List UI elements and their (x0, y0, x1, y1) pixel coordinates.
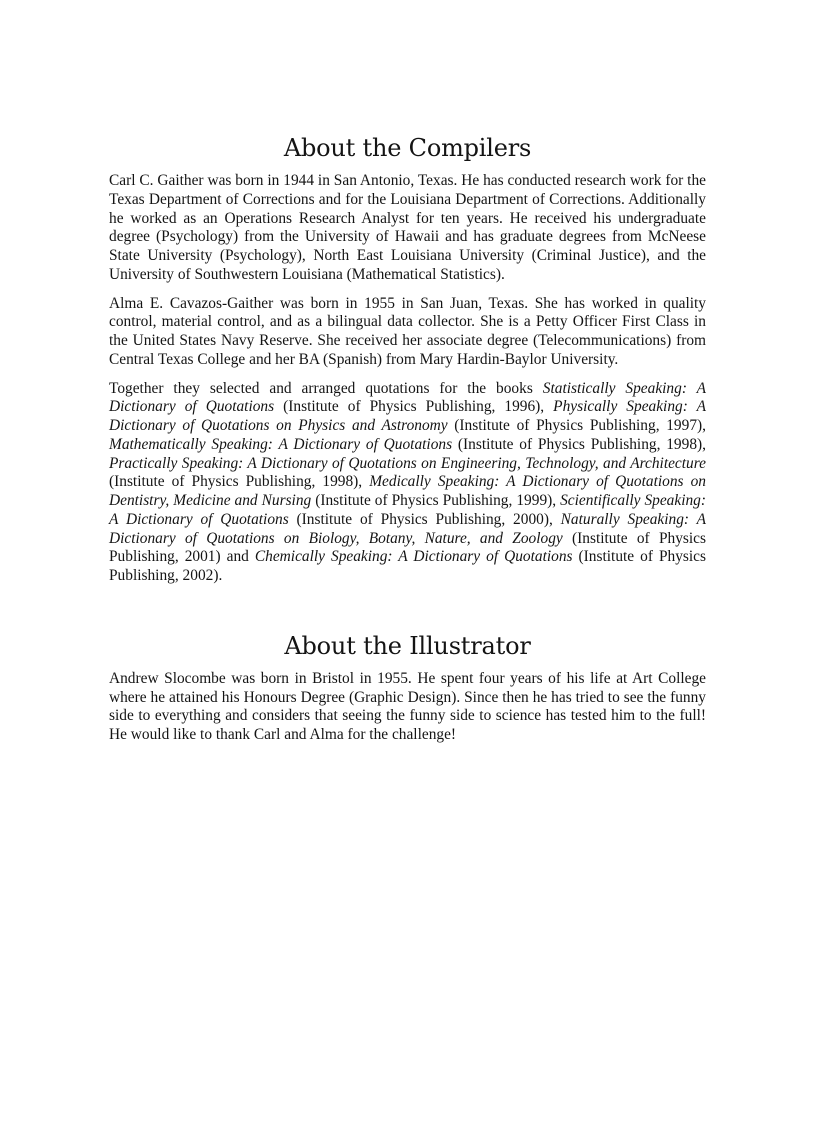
illustrator-heading: About the Illustrator (284, 631, 531, 660)
compilers-section (109, 132, 706, 586)
book-title: Naturally Speaking: A Dictionary of Quotations on Biology, Botany, Nature, and Zoology (109, 510, 707, 547)
book-title: Mathematically Speaking: A Dictionary of Quotations (109, 435, 453, 453)
page-content (109, 132, 706, 755)
book-title: Statistically Speaking: A Dictionary of Quotations (109, 379, 707, 416)
book-publisher: (Institute of Physics Publishing, 1996), (274, 398, 554, 416)
book-publisher: (Institute of Physics Publishing, 1999), (311, 492, 561, 509)
illustrator-section (109, 630, 706, 745)
book-publisher: (Institute of Physics Publishing, 1998), (109, 473, 370, 491)
book-title: Physically Speaking: A Dictionary of Quotations on Physics and Astronomy (109, 398, 706, 434)
book-publisher: (Institute of Physics Publishing, 2001) and (109, 529, 706, 566)
slocombe-bio-paragraph: Andrew Slocombe was born in Bristol in 1955. He spent four years of his life at Art College where he attained his Honours Degree (Graphic Design). Since then he has tried to see the funny side to everything and considers that seeing the funny side to science has tested him to the full! He would like to thank Carl and Alma for the challenge! (109, 669, 706, 743)
book-title: Chemically Speaking: A Dictionary of Quotations (254, 548, 573, 566)
book-title: Practically Speaking: A Dictionary of Quotations on Engineering, Technology, and Architecture (109, 454, 706, 472)
books-intro: Together they selected and arranged quotations for the books (109, 379, 543, 397)
cavazos-gaither-bio-paragraph: Alma E. Cavazos-Gaither was born in 1955 in San Juan, Texas. She has worked in quality control, material control, and as a bilingual data collector. She is a Petty Officer First Class in the United States Navy Reserve. She received her associate degree (Telecommunications) from Central Texas College and her BA (Spanish) from Mary Hardin-Baylor University. (109, 294, 706, 368)
book-publisher: (Institute of Physics Publishing, 2002). (109, 548, 707, 584)
book-publisher: (Institute of Physics Publishing, 1997), (447, 417, 706, 434)
compilers-heading: About the Compilers (283, 134, 532, 162)
book-title: Scientifically Speaking: A Dictionary of Quotations (109, 492, 706, 528)
book-title: Medically Speaking: A Dictionary of Quotations on Dentistry, Medicine and Nursing (109, 473, 706, 509)
book-publisher: (Institute of Physics Publishing, 2000), (288, 510, 561, 528)
gaither-bio-paragraph: Carl C. Gaither was born in 1944 in San Antonio, Texas. He has conducted research work for the Texas Department of Corrections and for the Louisiana Department of Corrections. Additionally he worked as an Operations Research Analyst for ten years. He received his undergraduate degree (Psychology) from the University of Hawaii and has graduate degrees from McNeese State University (Psychology), North East Louisiana University (Criminal Justice), and the University of Southwestern Louisiana (Mathematical Statistics). (109, 172, 706, 283)
books-paragraph (109, 380, 706, 586)
book-publisher: (Institute of Physics Publishing, 1998), (452, 435, 706, 453)
